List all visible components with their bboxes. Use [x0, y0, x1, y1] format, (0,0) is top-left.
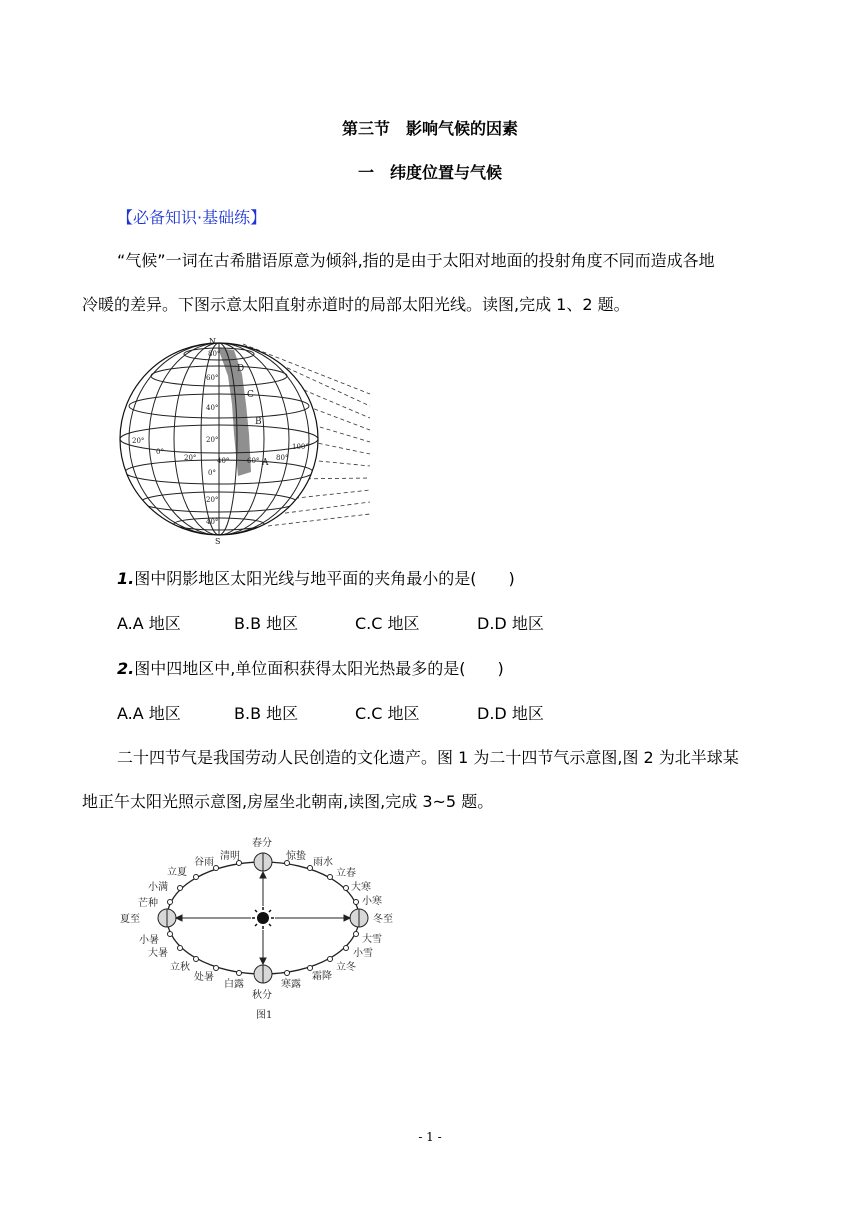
subsection-title: 一 纬度位置与气候 — [357, 163, 502, 182]
term-label: 冬至 — [373, 914, 393, 925]
south-label: S — [215, 537, 221, 546]
term-label: 大寒 — [351, 882, 371, 893]
term-label: 立夏 — [167, 867, 187, 878]
intro-paragraph-2 — [82, 736, 782, 824]
region-label-d: D — [237, 364, 245, 374]
term-label: 处暑 — [194, 972, 214, 983]
term-label: 寒露 — [281, 979, 301, 990]
lat-label: 40° — [206, 404, 219, 412]
region-label-a: A — [262, 458, 269, 468]
lat-label: 20° — [206, 436, 219, 444]
term-label: 小雪 — [353, 948, 373, 959]
option-b[interactable]: B.B 地区 — [234, 704, 299, 723]
term-label: 小寒 — [362, 896, 382, 907]
lon-label: 40° — [217, 457, 230, 465]
question-number: 1. — [117, 569, 135, 588]
question-1 — [117, 566, 515, 589]
lat-label: 40° — [206, 518, 219, 526]
lon-label: 100° — [292, 443, 309, 451]
option-c[interactable]: C.C 地区 — [355, 614, 420, 633]
intro1-line1: “气候”一词在古希腊语原意为倾斜,指的是由于太阳对地面的投射角度不同而造成各地 — [117, 251, 715, 270]
term-label: 大雪 — [362, 934, 382, 945]
north-label: N — [209, 337, 216, 346]
lon-label: 20° — [184, 454, 197, 462]
option-a[interactable]: A.A 地区 — [117, 704, 181, 723]
question-number: 2. — [117, 659, 135, 678]
term-label: 白露 — [224, 979, 244, 990]
term-label: 惊蛰 — [286, 851, 306, 862]
solar-terms-figure — [110, 830, 410, 1025]
question-2-options — [117, 701, 717, 723]
option-c[interactable]: C.C 地区 — [355, 704, 420, 723]
term-label: 小暑 — [139, 935, 159, 946]
lon-label: 80° — [276, 454, 289, 462]
term-label: 春分 — [252, 838, 272, 849]
question-1-options — [117, 611, 717, 633]
region-label-c: C — [247, 390, 254, 400]
term-label: 秋分 — [252, 990, 272, 1001]
intro2-line1: 二十四节气是我国劳动人民创造的文化遗产。图 1 为二十四节气示意图,图 2 为北半球某 — [117, 748, 739, 767]
term-label: 立冬 — [336, 962, 356, 973]
intro2-line2: 地正午太阳光照示意图,房屋坐北朝南,读图,完成 3~5 题。 — [82, 792, 494, 811]
term-label: 雨水 — [313, 857, 333, 868]
region-label-b: B — [255, 417, 262, 427]
term-label: 清明 — [220, 851, 240, 862]
lat-label: 0° — [208, 469, 216, 477]
term-label: 霜降 — [312, 971, 332, 982]
term-label: 小满 — [148, 882, 168, 893]
intro1-line2: 冷暖的差异。下图示意太阳直射赤道时的局部太阳光线。读图,完成 1、2 题。 — [82, 295, 630, 314]
sun-icon — [252, 907, 274, 929]
lat-label: 20° — [206, 496, 219, 504]
term-label: 立秋 — [170, 962, 190, 973]
figure-caption: 图1 — [256, 1010, 273, 1021]
term-label: 夏至 — [120, 914, 140, 925]
option-a[interactable]: A.A 地区 — [117, 614, 181, 633]
lat-label: 60° — [206, 374, 219, 382]
term-label: 谷雨 — [194, 857, 214, 868]
question-2 — [117, 656, 504, 679]
term-label: 芒种 — [138, 898, 158, 909]
lat-label-left: 20° — [132, 437, 145, 445]
section-title: 第三节 影响气候的因素 — [341, 119, 518, 138]
term-label: 大暑 — [148, 948, 168, 959]
lat-label-80: 80° — [208, 350, 221, 358]
section-tag: 【必备知识·基础练】 — [117, 208, 267, 227]
option-d[interactable]: D.D 地区 — [477, 614, 544, 633]
intro-paragraph-1 — [82, 239, 782, 327]
option-b[interactable]: B.B 地区 — [234, 614, 299, 633]
globe-sunlight-figure — [118, 334, 378, 546]
question-text: 图中四地区中,单位面积获得太阳光热最多的是( ) — [134, 659, 504, 678]
page-number: - 1 - — [418, 1130, 442, 1144]
lon-label: 0° — [156, 448, 164, 456]
lon-label: 60° — [247, 457, 260, 465]
term-label: 立春 — [336, 868, 356, 879]
question-text: 图中阴影地区太阳光线与地平面的夹角最小的是( ) — [134, 569, 515, 588]
option-d[interactable]: D.D 地区 — [477, 704, 544, 723]
